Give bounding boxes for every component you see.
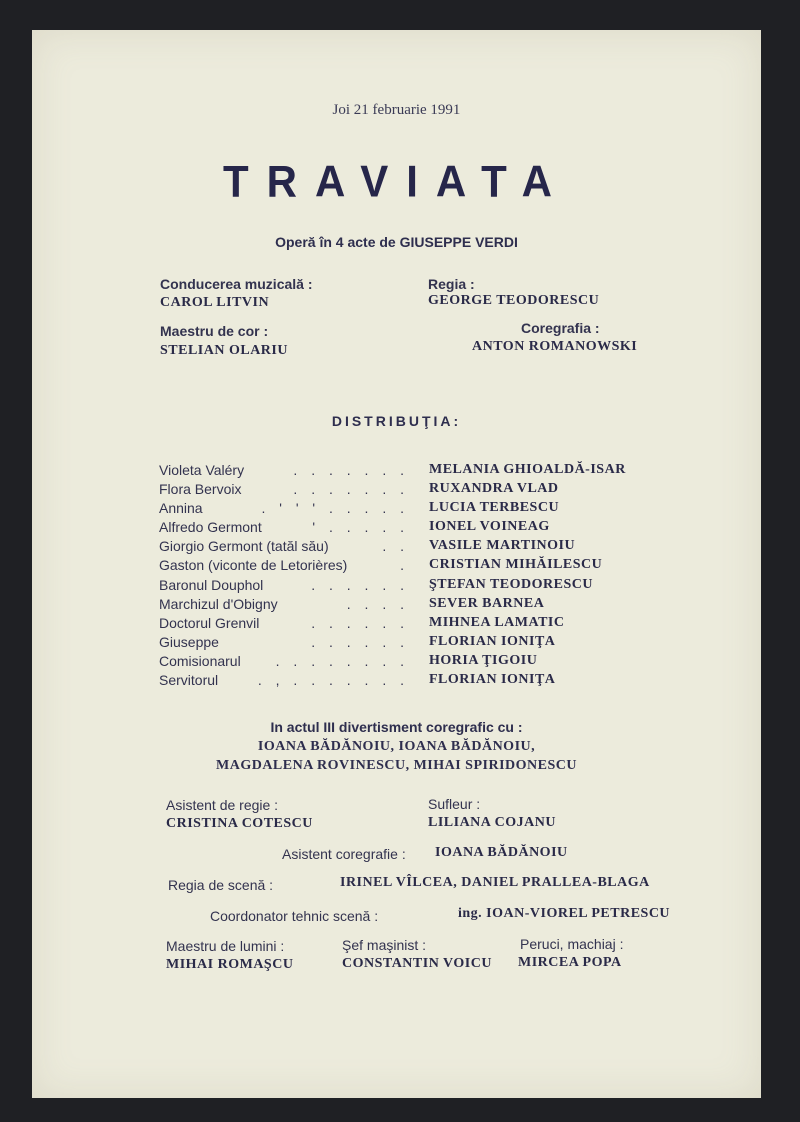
cast-role: Giorgio Germont (tatăl său) [159, 538, 329, 555]
wigs-makeup-label: Peruci, machiaj : [520, 936, 624, 952]
cast-row [159, 500, 679, 519]
cast-dots: . . . . [346, 595, 409, 612]
cast-dots: . . . . . . . [293, 462, 409, 478]
cast-row [159, 596, 679, 615]
cast-role: Servitorul [159, 672, 219, 689]
opera-title: TRAVIATA [223, 156, 570, 207]
cast-role: Annina [159, 500, 203, 517]
cast-role: Giuseppe [159, 633, 219, 650]
director-name: GEORGE TEODORESCU [428, 293, 600, 308]
choreographer-name: ANTON ROMANOWSKI [472, 339, 638, 354]
cast-dots: . . . . . . . . [275, 652, 409, 669]
cast-actor: ŞTEFAN TEODORESCU [429, 576, 593, 592]
technical-coordinator-label: Coordonator tehnic scenă : [210, 908, 379, 924]
cast-actor: RUXANDRA VLAD [429, 481, 559, 497]
divertisment-dancers-2: MAGDALENA ROVINESCU, MIHAI SPIRIDONESCU [216, 758, 577, 773]
cast-actor: VASILE MARTINOIU [429, 538, 576, 554]
cast-actor: MIHNEA LAMATIC [429, 614, 565, 630]
cast-list [159, 462, 679, 691]
cast-dots: . . . . . . . [293, 481, 409, 498]
cast-actor: LUCIA TERBESCU [429, 500, 560, 516]
cast-dots: . . [382, 538, 409, 555]
stage-direction-names: IRINEL VÎLCEA, DANIEL PRALLEA-BLAGA [340, 875, 650, 890]
performance-date: Joi 21 februarie 1991 [332, 102, 461, 118]
cast-role: Alfredo Germont [159, 519, 262, 536]
cast-row [159, 557, 679, 576]
cast-row [159, 577, 679, 596]
cast-role: Violeta Valéry [159, 462, 245, 478]
technical-coordinator-name: ing. IOAN-VIOREL PETRESCU [458, 906, 671, 921]
choreography-label: Coregrafia : [521, 320, 600, 336]
lighting-master-label: Maestru de lumini : [166, 938, 285, 954]
cast-row [159, 634, 679, 653]
cast-role: Doctorul Grenvil [159, 614, 260, 631]
cast-heading: DISTRIBUŢIA: [331, 413, 462, 429]
cast-row [159, 615, 679, 634]
cast-role: Marchizul d'Obigny [159, 595, 278, 612]
prompter-label: Sufleur : [428, 796, 481, 812]
chief-machinist-name: CONSTANTIN VOICU [342, 956, 492, 971]
choir-master-label: Maestru de cor : [160, 323, 269, 339]
assistant-choreography-label: Asistent coregrafie : [282, 846, 406, 862]
program-sheet [32, 30, 761, 1098]
divertisment-intro: In actul III divertisment coregrafic cu : [270, 719, 523, 735]
assistant-director-label: Asistent de regie : [166, 797, 279, 813]
divertisment-dancers-1: IOANA BĂDĂNOIU, IOANA BĂDĂNOIU, [257, 739, 536, 754]
cast-row [159, 462, 679, 481]
cast-row [159, 538, 679, 557]
cast-actor: HORIA ŢIGOIU [429, 652, 538, 668]
cast-actor: MELANIA GHIOALDĂ-ISAR [429, 462, 626, 477]
cast-actor: SEVER BARNEA [429, 595, 545, 611]
cast-row [159, 519, 679, 538]
cast-role: Flora Bervoix [159, 481, 242, 498]
stage-direction-label: Regia de scenă : [168, 877, 274, 893]
cast-dots: ' . . . . . [312, 519, 409, 536]
lighting-master-name: MIHAI ROMAŞCU [166, 957, 294, 972]
cast-dots: . . . . . . [311, 614, 409, 631]
cast-actor: FLORIAN IONIŢA [429, 672, 556, 688]
cast-dots: . , . . . . . . . [257, 672, 409, 689]
prompter-name: LILIANA COJANU [428, 815, 556, 830]
music-director-name: CAROL LITVIN [160, 295, 270, 310]
director-label: Regia : [428, 276, 475, 292]
cast-dots: . . . . . . [311, 576, 409, 593]
opera-subtitle: Operă în 4 acte de GIUSEPPE VERDI [275, 234, 518, 250]
cast-actor: IONEL VOINEAG [429, 519, 550, 535]
music-director-label: Conducerea muzicală : [160, 276, 313, 292]
cast-dots: . ' ' ' . . . . . [261, 500, 409, 517]
assistant-director-name: CRISTINA COTESCU [166, 816, 313, 831]
cast-actor: FLORIAN IONIŢA [429, 633, 556, 649]
cast-row [159, 653, 679, 672]
cast-row [159, 481, 679, 500]
cast-actor: CRISTIAN MIHĂILESCU [429, 557, 603, 573]
assistant-choreography-name: IOANA BĂDĂNOIU [435, 845, 568, 860]
cast-role: Baronul Douphol [159, 576, 264, 593]
cast-role: Comisionarul [159, 652, 241, 669]
choir-master-name: STELIAN OLARIU [160, 343, 288, 358]
cast-row [159, 672, 679, 691]
chief-machinist-label: Şef maşinist : [342, 937, 427, 953]
wigs-makeup-name: MIRCEA POPA [518, 955, 622, 970]
cast-dots: . . . . . . [311, 633, 409, 650]
cast-role: Gaston (viconte de Letorières) [159, 557, 348, 574]
cast-dots: . [400, 557, 409, 574]
